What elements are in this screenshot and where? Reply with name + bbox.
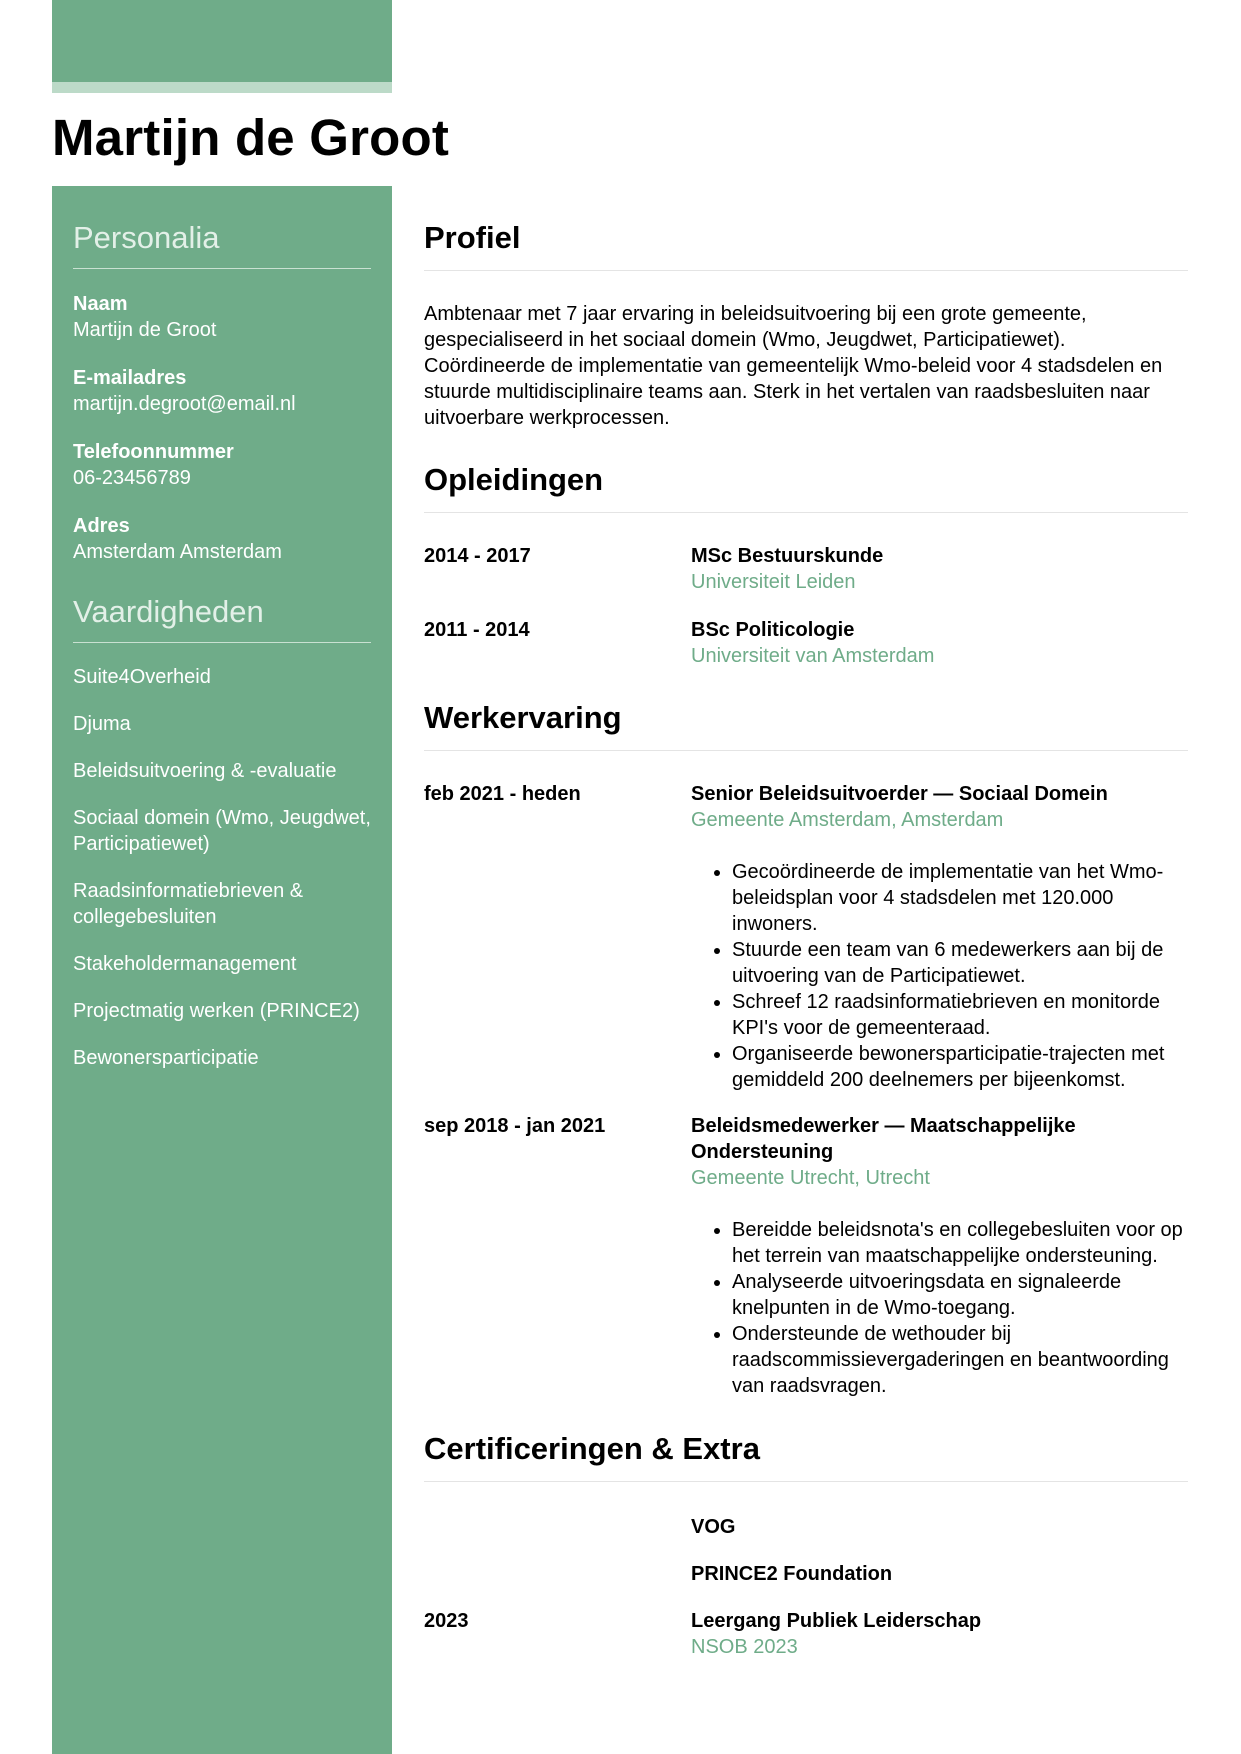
skill-item: Raadsinformatiebrieven & collegebesluiten <box>73 880 304 928</box>
skill-item: Sociaal domein (Wmo, Jeugdwet, Participatiewet) <box>73 807 371 855</box>
certification-title: VOG <box>691 1516 736 1538</box>
personal-label: E-mailadres <box>73 367 187 389</box>
personal-section <box>73 218 371 565</box>
certification-year: 2023 <box>424 1610 469 1632</box>
education-degree: BSc Politicologie <box>691 619 855 641</box>
job-employer: Gemeente Utrecht, Utrecht <box>691 1167 930 1189</box>
personal-heading: Personalia <box>73 220 220 255</box>
profile-heading: Profiel <box>424 220 521 255</box>
job-bullet: • Stuurde een team van 6 medewerkers aan bij de uitvoering van de Participatiewet. <box>732 937 1188 989</box>
certification-entry <box>424 1561 1188 1587</box>
personal-value: Martijn de Groot <box>73 319 217 341</box>
experience-period: feb 2021 - heden <box>424 783 581 805</box>
skill-item: Bewonersparticipatie <box>73 1047 259 1069</box>
certification-year <box>424 1561 691 1587</box>
personal-value: 06-23456789 <box>73 467 191 489</box>
experience-entry <box>424 781 1188 1093</box>
personal-value: Amsterdam Amsterdam <box>73 541 282 563</box>
education-period: 2014 - 2017 <box>424 545 531 567</box>
education-divider <box>424 512 1188 513</box>
experience-period: sep 2018 - jan 2021 <box>424 1115 606 1137</box>
skill-item: Suite4Overheid <box>73 666 211 688</box>
certifications-section <box>424 1429 1188 1660</box>
skills-divider <box>73 642 371 643</box>
certification-title: PRINCE2 Foundation <box>691 1563 893 1585</box>
skills-heading: Vaardigheden <box>73 594 264 629</box>
education-school: Universiteit Leiden <box>691 571 856 593</box>
skill-item: Stakeholdermanagement <box>73 953 297 975</box>
header-accent-block <box>52 0 392 82</box>
job-title: Beleidsmedewerker — Maatschappelijke Ondersteuning <box>691 1115 1076 1163</box>
job-bullet-list <box>691 1217 1188 1399</box>
sidebar <box>52 186 392 1754</box>
certifications-divider <box>424 1481 1188 1482</box>
personal-item-address <box>73 513 371 565</box>
education-entry <box>424 543 1188 595</box>
profile-text: Ambtenaar met 7 jaar ervaring in beleidsuitvoering bij een grote gemeente, gespecialiseerd in het sociaal domein (Wmo, Jeugdwet, Participatiewet). Coördineerde de implementatie van gemeentelijk Wmo-beleid voor 4 stadsdelen en stuurde multidisciplinaire teams aan. Sterk in het vertalen van raadsbesluiten naar uitvoerbare werkprocessen. <box>424 303 1163 429</box>
candidate-name: Martijn de Groot <box>52 109 450 166</box>
education-school: Universiteit van Amsterdam <box>691 645 935 667</box>
personal-item-name <box>73 291 371 343</box>
job-bullet: • Ondersteunde de wethouder bij raadscommissievergaderingen en beantwoording van raadsvragen. <box>732 1321 1188 1399</box>
job-bullet: • Organiseerde bewonersparticipatie-trajecten met gemiddeld 200 deelnemers per bijeenkomst. <box>732 1041 1188 1093</box>
certifications-heading: Certificeringen & Extra <box>424 1431 760 1466</box>
education-section <box>424 460 1188 669</box>
personal-label: Naam <box>73 293 128 315</box>
education-degree: MSc Bestuurskunde <box>691 545 884 567</box>
certification-entry <box>424 1514 1188 1540</box>
personal-label: Telefoonnummer <box>73 441 234 463</box>
job-title: Senior Beleidsuitvoerder — Sociaal Domein <box>691 783 1108 805</box>
job-bullet: • Analyseerde uitvoeringsdata en signaleerde knelpunten in de Wmo-toegang. <box>732 1269 1188 1321</box>
certification-year <box>424 1514 691 1540</box>
job-bullet: • Gecoördineerde de implementatie van het Wmo-beleidsplan voor 4 stadsdelen met 120.000 inwoners. <box>732 859 1188 937</box>
profile-divider <box>424 270 1188 271</box>
education-entry <box>424 617 1188 669</box>
job-bullet: • Bereidde beleidsnota's en collegebesluiten voor op het terrein van maatschappelijke ondersteuning. <box>732 1217 1188 1269</box>
main-content <box>424 186 1188 1660</box>
personal-divider <box>73 268 371 269</box>
certification-org: NSOB 2023 <box>691 1636 798 1658</box>
profile-section <box>424 186 1188 431</box>
education-heading: Opleidingen <box>424 462 604 497</box>
personal-value: martijn.degroot@email.nl <box>73 393 296 415</box>
experience-section <box>424 698 1188 1399</box>
experience-divider <box>424 750 1188 751</box>
skill-item: Projectmatig werken (PRINCE2) <box>73 1000 360 1022</box>
header-accent-stripe <box>52 82 392 93</box>
personal-item-phone <box>73 439 371 491</box>
personal-label: Adres <box>73 515 130 537</box>
certification-entry <box>424 1608 1188 1660</box>
certification-title: Leergang Publiek Leiderschap <box>691 1610 982 1632</box>
experience-heading: Werkervaring <box>424 700 622 735</box>
skill-item: Djuma <box>73 713 131 735</box>
education-period: 2011 - 2014 <box>424 619 530 641</box>
job-employer: Gemeente Amsterdam, Amsterdam <box>691 809 1004 831</box>
skills-section <box>73 592 371 1071</box>
personal-item-email <box>73 365 371 417</box>
job-bullet: • Schreef 12 raadsinformatiebrieven en monitorde KPI's voor de gemeenteraad. <box>732 989 1188 1041</box>
experience-entry <box>424 1113 1188 1399</box>
skill-item: Beleidsuitvoering & -evaluatie <box>73 760 337 782</box>
job-bullet-list <box>691 859 1188 1093</box>
